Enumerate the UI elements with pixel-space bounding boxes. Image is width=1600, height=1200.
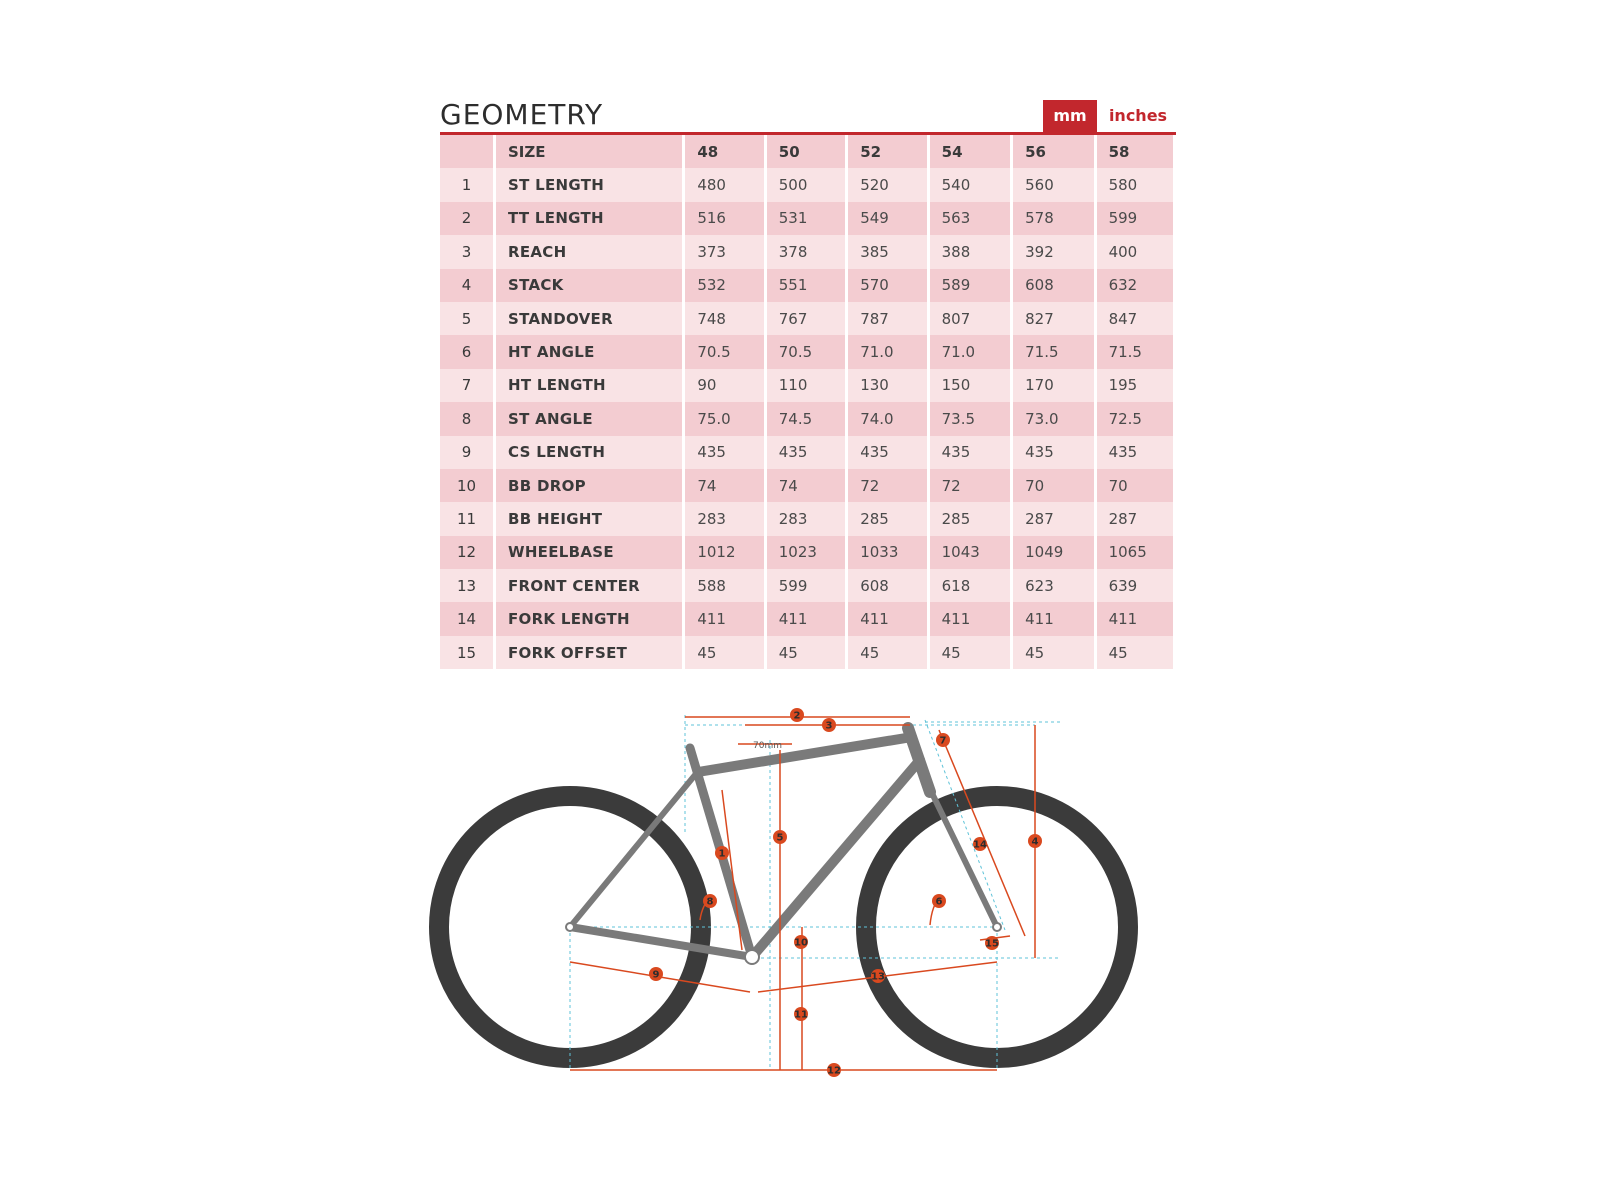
cell-value: 71.5 — [1013, 335, 1096, 368]
cell-value: 578 — [1013, 202, 1096, 235]
cell-value: 45 — [1097, 636, 1176, 669]
cell-value: 1012 — [685, 536, 766, 569]
cell-value: 599 — [1097, 202, 1176, 235]
row-label: FORK LENGTH — [496, 602, 685, 635]
row-number: 2 — [440, 202, 496, 235]
table-header-row — [440, 135, 1176, 168]
cell-value: 632 — [1097, 269, 1176, 302]
dimension-badge-4 — [1028, 834, 1042, 848]
cell-value: 435 — [1097, 436, 1176, 469]
row-number: 6 — [440, 335, 496, 368]
cell-value: 285 — [848, 502, 929, 535]
cell-value: 70 — [1097, 469, 1176, 502]
row-number: 9 — [440, 436, 496, 469]
cell-value: 287 — [1097, 502, 1176, 535]
dimension-badge-7 — [936, 733, 950, 747]
table-row — [440, 569, 1176, 602]
cell-value: 435 — [685, 436, 766, 469]
offset-note: 70mm — [753, 741, 782, 751]
cell-value: 560 — [1013, 168, 1096, 201]
cell-value: 73.0 — [1013, 402, 1096, 435]
cell-value: 847 — [1097, 302, 1176, 335]
cell-value: 549 — [848, 202, 929, 235]
dimension-badge-10 — [794, 935, 808, 949]
cell-value: 74.0 — [848, 402, 929, 435]
cell-value: 411 — [848, 602, 929, 635]
page-title: GEOMETRY — [440, 98, 604, 131]
cell-value: 1043 — [930, 536, 1013, 569]
svg-text:8: 8 — [706, 896, 714, 908]
row-number: 14 — [440, 602, 496, 635]
cell-value: 787 — [848, 302, 929, 335]
svg-text:11: 11 — [794, 1009, 808, 1021]
cell-value: 563 — [930, 202, 1013, 235]
cell-value: 45 — [930, 636, 1013, 669]
row-number: 4 — [440, 269, 496, 302]
row-label: STACK — [496, 269, 685, 302]
svg-text:6: 6 — [935, 896, 943, 908]
cell-value: 551 — [767, 269, 848, 302]
dimension-badge-3 — [822, 718, 836, 732]
row-number: 13 — [440, 569, 496, 602]
row-number: 1 — [440, 168, 496, 201]
row-number: 11 — [440, 502, 496, 535]
cell-value: 532 — [685, 269, 766, 302]
dimension-badge-14 — [973, 837, 987, 851]
cell-value: 130 — [848, 369, 929, 402]
cell-value: 75.0 — [685, 402, 766, 435]
svg-text:12: 12 — [827, 1065, 841, 1077]
table-row — [440, 202, 1176, 235]
header-size-54: 54 — [930, 135, 1013, 168]
table-row — [440, 436, 1176, 469]
table-row — [440, 469, 1176, 502]
cell-value: 411 — [767, 602, 848, 635]
table-row — [440, 536, 1176, 569]
bike-geometry-diagram — [420, 700, 1180, 1120]
cell-value: 110 — [767, 369, 848, 402]
table-row — [440, 402, 1176, 435]
cell-value: 71.0 — [930, 335, 1013, 368]
cell-value: 70.5 — [685, 335, 766, 368]
cell-value: 400 — [1097, 235, 1176, 268]
cell-value: 45 — [848, 636, 929, 669]
table-row — [440, 636, 1176, 669]
cell-value: 392 — [1013, 235, 1096, 268]
chainstay — [570, 927, 752, 957]
cell-value: 45 — [1013, 636, 1096, 669]
header-num-cell — [440, 135, 496, 168]
cell-value: 373 — [685, 235, 766, 268]
row-label: TT LENGTH — [496, 202, 685, 235]
cell-value: 70 — [1013, 469, 1096, 502]
svg-text:3: 3 — [825, 720, 833, 732]
dimension-badge-11 — [794, 1007, 808, 1021]
row-label: HT LENGTH — [496, 369, 685, 402]
svg-text:9: 9 — [652, 969, 660, 981]
svg-text:4: 4 — [1031, 836, 1039, 848]
header-size-50: 50 — [767, 135, 848, 168]
dimension-badge-6 — [932, 894, 946, 908]
cell-value: 411 — [1013, 602, 1096, 635]
cell-value: 1023 — [767, 536, 848, 569]
svg-text:15: 15 — [985, 938, 999, 950]
cell-value: 285 — [930, 502, 1013, 535]
header-size-label: SIZE — [496, 135, 685, 168]
bottom-bracket — [745, 950, 759, 964]
svg-text:2: 2 — [793, 710, 801, 722]
cell-value: 623 — [1013, 569, 1096, 602]
cell-value: 1049 — [1013, 536, 1096, 569]
rear-axle — [566, 923, 574, 931]
cell-value: 767 — [767, 302, 848, 335]
row-label: REACH — [496, 235, 685, 268]
cell-value: 1033 — [848, 536, 929, 569]
cell-value: 71.5 — [1097, 335, 1176, 368]
dimension-badge-8 — [703, 894, 717, 908]
row-number: 7 — [440, 369, 496, 402]
cell-value: 283 — [767, 502, 848, 535]
table-row — [440, 168, 1176, 201]
cell-value: 411 — [685, 602, 766, 635]
cell-value: 45 — [685, 636, 766, 669]
table-row — [440, 502, 1176, 535]
table-row — [440, 302, 1176, 335]
cell-value: 170 — [1013, 369, 1096, 402]
cell-value: 435 — [848, 436, 929, 469]
cell-value: 480 — [685, 168, 766, 201]
row-label: ST ANGLE — [496, 402, 685, 435]
dimension-badge-9 — [649, 967, 663, 981]
cell-value: 599 — [767, 569, 848, 602]
cell-value: 283 — [685, 502, 766, 535]
cell-value: 608 — [1013, 269, 1096, 302]
cell-value: 748 — [685, 302, 766, 335]
row-label: STANDOVER — [496, 302, 685, 335]
row-label: BB DROP — [496, 469, 685, 502]
cell-value: 388 — [930, 235, 1013, 268]
row-label: BB HEIGHT — [496, 502, 685, 535]
row-label: ST LENGTH — [496, 168, 685, 201]
cell-value: 71.0 — [848, 335, 929, 368]
svg-text:10: 10 — [794, 937, 808, 949]
table-row — [440, 602, 1176, 635]
cell-value: 435 — [1013, 436, 1096, 469]
cell-value: 500 — [767, 168, 848, 201]
cell-value: 1065 — [1097, 536, 1176, 569]
svg-text:5: 5 — [776, 832, 784, 844]
row-label: HT ANGLE — [496, 335, 685, 368]
cell-value: 378 — [767, 235, 848, 268]
cell-value: 72 — [848, 469, 929, 502]
row-number: 10 — [440, 469, 496, 502]
cell-value: 531 — [767, 202, 848, 235]
cell-value: 90 — [685, 369, 766, 402]
row-number: 3 — [440, 235, 496, 268]
geometry-table — [440, 135, 1176, 669]
row-number: 8 — [440, 402, 496, 435]
cell-value: 150 — [930, 369, 1013, 402]
header-size-56: 56 — [1013, 135, 1096, 168]
top-tube — [698, 737, 912, 772]
row-number: 12 — [440, 536, 496, 569]
cell-value: 540 — [930, 168, 1013, 201]
cell-value: 70.5 — [767, 335, 848, 368]
row-label: WHEELBASE — [496, 536, 685, 569]
front-axle — [993, 923, 1001, 931]
cell-value: 72.5 — [1097, 402, 1176, 435]
dimension-badge-5 — [773, 830, 787, 844]
cell-value: 74 — [767, 469, 848, 502]
guide-lines — [570, 715, 1060, 1070]
header-size-48: 48 — [685, 135, 766, 168]
svg-text:7: 7 — [939, 735, 947, 747]
cell-value: 411 — [1097, 602, 1176, 635]
unit-toggle-mm[interactable]: mm — [1043, 100, 1097, 132]
cell-value: 807 — [930, 302, 1013, 335]
cell-value: 74.5 — [767, 402, 848, 435]
dimension-badge-15 — [985, 936, 999, 950]
cell-value: 74 — [685, 469, 766, 502]
svg-text:14: 14 — [973, 839, 987, 851]
cell-value: 435 — [930, 436, 1013, 469]
cell-value: 45 — [767, 636, 848, 669]
cell-value: 287 — [1013, 502, 1096, 535]
header-size-58: 58 — [1097, 135, 1176, 168]
cell-value: 520 — [848, 168, 929, 201]
cell-value: 72 — [930, 469, 1013, 502]
cell-value: 73.5 — [930, 402, 1013, 435]
dimension-badge-2 — [790, 708, 804, 722]
row-label: FRONT CENTER — [496, 569, 685, 602]
cell-value: 516 — [685, 202, 766, 235]
cell-value: 827 — [1013, 302, 1096, 335]
header-size-52: 52 — [848, 135, 929, 168]
cell-value: 195 — [1097, 369, 1176, 402]
cell-value: 608 — [848, 569, 929, 602]
cell-value: 580 — [1097, 168, 1176, 201]
cell-value: 639 — [1097, 569, 1176, 602]
cell-value: 618 — [930, 569, 1013, 602]
row-number: 15 — [440, 636, 496, 669]
cell-value: 588 — [685, 569, 766, 602]
svg-text:13: 13 — [871, 971, 885, 983]
cell-value: 589 — [930, 269, 1013, 302]
dimension-badge-12 — [827, 1063, 841, 1077]
row-number: 5 — [440, 302, 496, 335]
row-label: FORK OFFSET — [496, 636, 685, 669]
svg-text:1: 1 — [718, 848, 726, 860]
table-body — [440, 168, 1176, 669]
cell-value: 411 — [930, 602, 1013, 635]
table-row — [440, 269, 1176, 302]
cell-value: 385 — [848, 235, 929, 268]
table-row — [440, 235, 1176, 268]
cell-value: 435 — [767, 436, 848, 469]
table-row — [440, 369, 1176, 402]
row-label: CS LENGTH — [496, 436, 685, 469]
cell-value: 570 — [848, 269, 929, 302]
table-row — [440, 335, 1176, 368]
dimension-badge-1 — [715, 846, 729, 860]
unit-toggle-inches[interactable]: inches — [1108, 106, 1168, 125]
dimension-badge-13 — [871, 969, 885, 983]
geometry-header — [440, 96, 1176, 135]
